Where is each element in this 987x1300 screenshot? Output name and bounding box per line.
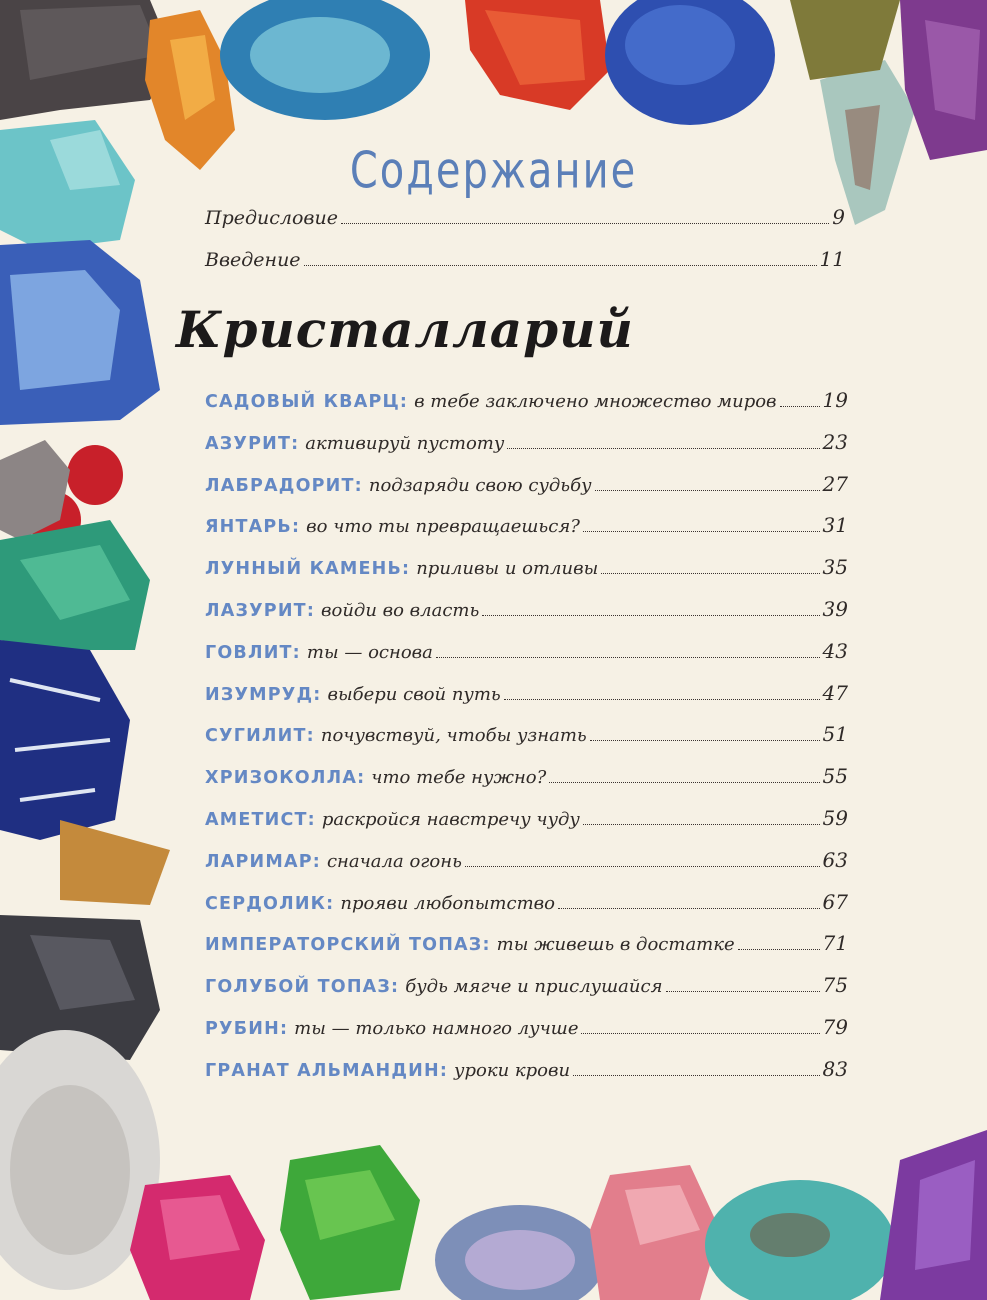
page-number: 9 — [832, 205, 845, 229]
page-number: 19 — [822, 388, 848, 412]
toc-entry[interactable] — [205, 1057, 848, 1099]
page-number: 43 — [822, 638, 848, 663]
toc-row-introduction[interactable] — [205, 247, 845, 289]
toc-entry[interactable] — [205, 806, 848, 848]
page-number: 71 — [822, 931, 848, 956]
entry-subtitle: будь мягче и прислушайся — [405, 976, 663, 998]
entry-subtitle: во что ты превращаешься? — [306, 516, 580, 538]
page-number: 75 — [822, 973, 848, 998]
crystal-name: ГРАНАТ АЛЬМАНДИН: — [205, 1060, 449, 1081]
entry-subtitle: что тебе нужно? — [371, 767, 547, 789]
crystal-name: СЕРДОЛИК: — [205, 893, 335, 914]
toc-entry[interactable] — [205, 1015, 848, 1057]
crystal-name: АЗУРИТ: — [205, 433, 300, 454]
entry-subtitle: ты — только намного лучше — [294, 1017, 579, 1039]
dot-leader — [436, 656, 820, 658]
dot-leader — [601, 572, 819, 574]
dot-leader — [549, 781, 819, 783]
entry-subtitle: выбери свой путь — [327, 683, 501, 705]
crystal-name: РУБИН: — [205, 1018, 289, 1039]
toc-entry[interactable] — [205, 597, 848, 639]
dot-leader — [465, 865, 820, 867]
entry-subtitle: раскройся навстречу чуду — [321, 808, 580, 830]
sodalite-stone — [0, 640, 130, 840]
page-number: 51 — [822, 722, 848, 747]
toc-entry[interactable] — [205, 931, 848, 973]
crystal-name: ЛАЗУРИТ: — [205, 600, 316, 621]
howlite-shade — [10, 1085, 130, 1255]
entry-subtitle: почувствуй, чтобы узнать — [320, 725, 587, 747]
page-number: 35 — [822, 555, 848, 580]
entry-subtitle: уроки крови — [454, 1059, 571, 1081]
crystal-name: ЛУННЫЙ КАМЕНЬ: — [205, 559, 411, 580]
page-number: 39 — [822, 596, 848, 621]
front-label: Предисловие — [205, 207, 338, 229]
toc-row-preface[interactable] — [205, 205, 845, 247]
toc-entry[interactable] — [205, 555, 848, 597]
crystal-name: ИЗУМРУД: — [205, 684, 322, 705]
crystal-entries-list — [205, 388, 848, 1099]
contents-heading: Содержание — [349, 142, 638, 200]
dot-leader — [780, 405, 820, 407]
crystal-name: ГОЛУБОЙ ТОПАЗ: — [205, 977, 400, 998]
page-number: 63 — [822, 847, 848, 872]
page-number: 27 — [822, 471, 848, 496]
amber-wood-stone — [60, 820, 170, 905]
dot-leader — [504, 698, 820, 700]
page-number: 55 — [822, 764, 848, 789]
dot-leader — [666, 990, 820, 992]
crystal-name: СУГИЛИТ: — [205, 726, 315, 747]
entry-subtitle: сначала огонь — [326, 850, 462, 872]
crystal-name: ИМПЕРАТОРСКИЙ ТОПАЗ: — [205, 935, 491, 956]
section-title: Кристалларий — [176, 300, 634, 359]
crystal-name: ЛАРИМАР: — [205, 851, 321, 872]
toc-entry[interactable] — [205, 973, 848, 1015]
azurite-highlight — [625, 5, 735, 85]
crystal-name: ЛАБРАДОРИТ: — [205, 475, 363, 496]
crystal-name: ЯНТАРЬ: — [205, 517, 301, 538]
toc-entry[interactable] — [205, 388, 848, 430]
entry-subtitle: войди во власть — [321, 599, 480, 621]
front-matter-list — [205, 205, 845, 289]
entry-subtitle: ты живешь в достатке — [496, 934, 735, 956]
dot-leader — [341, 222, 829, 224]
page-number: 31 — [822, 513, 848, 538]
entry-subtitle: ты — основа — [306, 641, 433, 663]
toc-entry[interactable] — [205, 764, 848, 806]
dot-leader — [583, 530, 820, 532]
entry-subtitle: прояви любопытство — [340, 892, 555, 914]
entry-subtitle: приливы и отливы — [416, 558, 599, 580]
toc-entry[interactable] — [205, 681, 848, 723]
dot-leader — [304, 264, 817, 266]
dot-leader — [583, 823, 820, 825]
entry-subtitle: активируй пустоту — [305, 432, 505, 454]
front-label: Введение — [205, 249, 301, 271]
toc-entry[interactable] — [205, 472, 848, 514]
page-number: 79 — [822, 1014, 848, 1039]
cinnabar-sphere-1 — [67, 445, 123, 505]
toc-entry[interactable] — [205, 430, 848, 472]
page-number: 11 — [819, 247, 845, 271]
crystal-name: ГОВЛИТ: — [205, 642, 301, 663]
entry-subtitle: подзаряди свою судьбу — [368, 474, 592, 496]
opal-sheen — [465, 1230, 575, 1290]
toc-entry[interactable] — [205, 513, 848, 555]
crystal-name: АМЕТИСТ: — [205, 809, 316, 830]
labradorite-sheen — [250, 17, 390, 93]
dot-leader — [590, 739, 820, 741]
chrysocolla-matrix — [750, 1213, 830, 1257]
crystal-name: САДОВЫЙ КВАРЦ: — [205, 392, 409, 412]
dot-leader — [507, 447, 819, 449]
toc-entry[interactable] — [205, 848, 848, 890]
page-number: 23 — [822, 429, 848, 454]
dot-leader — [581, 1032, 819, 1034]
toc-entry[interactable] — [205, 890, 848, 932]
page-number: 59 — [822, 805, 848, 830]
toc-entry[interactable] — [205, 722, 848, 764]
dot-leader — [595, 489, 820, 491]
entry-subtitle: в тебе заключено множество миров — [414, 391, 777, 412]
page-number: 83 — [822, 1056, 848, 1081]
toc-entry[interactable] — [205, 639, 848, 681]
crystal-name: ХРИЗОКОЛЛА: — [205, 768, 366, 789]
page-number: 67 — [822, 889, 848, 914]
dot-leader — [573, 1074, 819, 1076]
dot-leader — [558, 907, 820, 909]
dot-leader — [738, 948, 820, 950]
page-number: 47 — [822, 680, 848, 705]
dot-leader — [482, 614, 819, 616]
